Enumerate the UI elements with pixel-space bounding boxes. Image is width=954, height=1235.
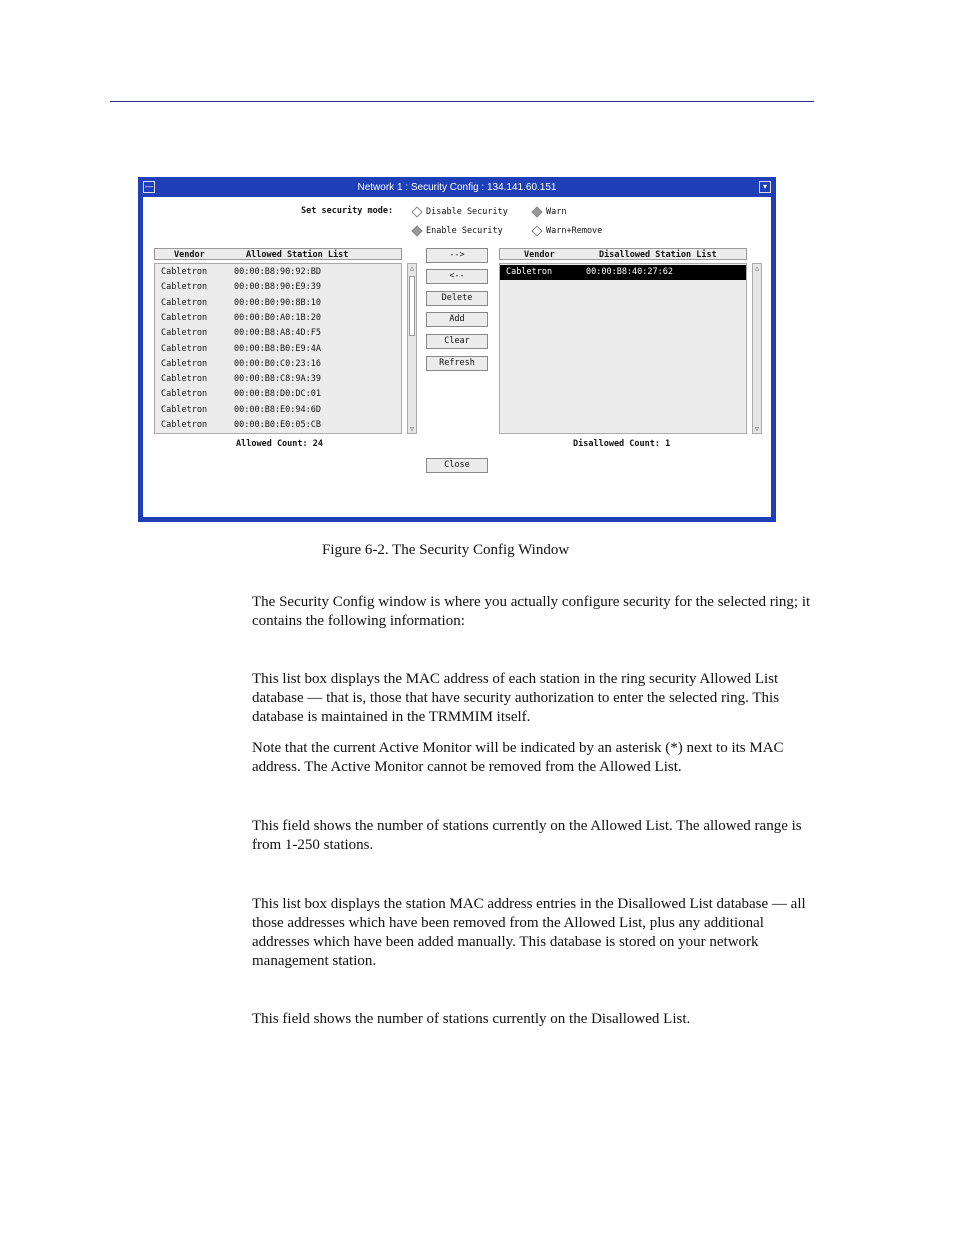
- radio-enable-security[interactable]: Enable Security: [413, 226, 503, 236]
- minimize-icon[interactable]: ▾: [759, 181, 771, 193]
- radio-indicator: [411, 225, 422, 236]
- allowed-count-description: This field shows the number of stations currently on the Allowed List. The allowed range is from 1-250 stations.: [252, 818, 802, 853]
- station-vendor: Cabletron: [161, 297, 208, 308]
- disallowed-vendor-header: Vendor: [524, 250, 555, 260]
- radio-warn[interactable]: Warn: [533, 207, 566, 217]
- station-mac: 00:00:B8:E0:94:6D: [234, 404, 321, 415]
- station-vendor: Cabletron: [161, 404, 208, 415]
- move-right-button[interactable]: -->: [426, 248, 488, 263]
- header-rule: [110, 101, 814, 102]
- disallowed-list-scrollbar[interactable]: [752, 263, 762, 434]
- allowed-list-scrollbar[interactable]: [407, 263, 417, 434]
- station-mac: 00:00:B0:A0:1B:20: [234, 312, 321, 323]
- station-vendor: Cabletron: [161, 267, 208, 277]
- station-vendor: Cabletron: [161, 389, 208, 400]
- radio-indicator: [531, 225, 542, 236]
- station-vendor: Cabletron: [161, 312, 208, 323]
- station-mac: 00:00:B8:A8:4D:F5: [234, 328, 321, 339]
- add-button[interactable]: Add: [426, 312, 488, 327]
- scroll-up-arrow-icon[interactable]: △: [754, 264, 760, 272]
- station-vendor: Cabletron: [161, 358, 208, 369]
- title-bar[interactable]: [138, 177, 776, 197]
- station-mac: 00:00:B8:C8:9A:39: [234, 374, 321, 385]
- allowed-list-header: [154, 248, 402, 260]
- station-mac: 00:00:B8:90:E9:39: [234, 282, 321, 293]
- station-row[interactable]: [155, 372, 401, 387]
- disallowed-count-description: This field shows the number of stations currently on the Disallowed List.: [252, 1011, 691, 1027]
- station-mac: 00:00:B0:E0:05:CB: [234, 420, 321, 430]
- station-mac: 00:00:B8:B0:E9:4A: [234, 343, 321, 354]
- station-mac: 00:00:B8:D0:DC:01: [234, 389, 321, 400]
- station-mac: 00:00:B8:90:92:BD: [234, 267, 321, 277]
- station-vendor: Cabletron: [506, 267, 553, 277]
- window-menu-icon[interactable]: —: [145, 182, 153, 191]
- security-mode-label: Set security mode:: [301, 206, 394, 216]
- disallowed-count: Disallowed Count: 1: [573, 439, 671, 449]
- figure-caption: Figure 6-2. The Security Config Window: [322, 542, 570, 558]
- security-config-window: [138, 177, 776, 522]
- allowed-station-listbox[interactable]: [154, 263, 402, 434]
- allowed-count: Allowed Count: 24: [236, 439, 323, 449]
- disallowed-station-list-header: Disallowed Station List: [599, 250, 717, 260]
- scroll-thumb[interactable]: [409, 276, 415, 336]
- station-row[interactable]: [155, 418, 401, 433]
- station-vendor: Cabletron: [161, 420, 208, 430]
- window-client-area: [143, 197, 771, 517]
- scroll-down-arrow-icon[interactable]: ▽: [754, 425, 760, 433]
- station-vendor: Cabletron: [161, 328, 208, 339]
- station-row[interactable]: [155, 403, 401, 418]
- station-row[interactable]: [155, 387, 401, 402]
- station-mac: 00:00:B0:C0:23:16: [234, 358, 321, 369]
- clear-button[interactable]: Clear: [426, 334, 488, 349]
- radio-warn-remove[interactable]: Warn+Remove: [533, 226, 602, 236]
- station-row[interactable]: [500, 265, 746, 280]
- disallowed-list-description: This list box displays the station MAC address entries in the Disallowed List database — all those addresses which have been removed from the Allowed List, plus any additional addresses which have been added manually. This database is stored on your network management station.: [252, 896, 806, 969]
- station-row[interactable]: [155, 265, 401, 280]
- intro-paragraph: The Security Config window is where you actually configure security for the selected ring; it contains the following information:: [252, 594, 811, 629]
- disallowed-list-header: [499, 248, 747, 260]
- active-monitor-note: Note that the current Active Monitor will be indicated by an asterisk (*) next to its MAC address. The Active Monitor cannot be removed from the Allowed List.: [252, 740, 784, 775]
- delete-button[interactable]: Delete: [426, 291, 488, 306]
- scroll-down-arrow-icon[interactable]: ▽: [409, 425, 415, 433]
- disallowed-station-listbox[interactable]: [499, 263, 747, 434]
- window-title: Network 1 : Security Config : 134.141.60.151: [357, 182, 557, 193]
- station-vendor: Cabletron: [161, 343, 208, 354]
- refresh-button[interactable]: Refresh: [426, 356, 488, 371]
- allowed-list-description: This list box displays the MAC address of each station in the ring security Allowed List database — that is, those that have security authorization to enter the selected ring. This database is maintained in the TRMMIM itself.: [252, 671, 780, 725]
- close-button[interactable]: Close: [426, 458, 488, 473]
- move-left-button[interactable]: <--: [426, 269, 488, 284]
- station-vendor: Cabletron: [161, 282, 208, 293]
- station-vendor: Cabletron: [161, 374, 208, 385]
- station-row[interactable]: [155, 342, 401, 357]
- station-row[interactable]: [155, 311, 401, 326]
- station-row[interactable]: [155, 296, 401, 311]
- allowed-vendor-header: Vendor: [174, 250, 205, 260]
- radio-indicator: [411, 206, 422, 217]
- station-row[interactable]: [155, 326, 401, 341]
- station-row[interactable]: [155, 280, 401, 295]
- station-mac: 00:00:B8:40:27:62: [586, 267, 673, 277]
- station-mac: 00:00:B0:90:8B:10: [234, 297, 321, 308]
- radio-indicator: [531, 206, 542, 217]
- allowed-station-list-header: Allowed Station List: [246, 250, 349, 260]
- station-row[interactable]: [155, 357, 401, 372]
- radio-disable-security[interactable]: Disable Security: [413, 207, 508, 217]
- scroll-up-arrow-icon[interactable]: △: [409, 264, 415, 272]
